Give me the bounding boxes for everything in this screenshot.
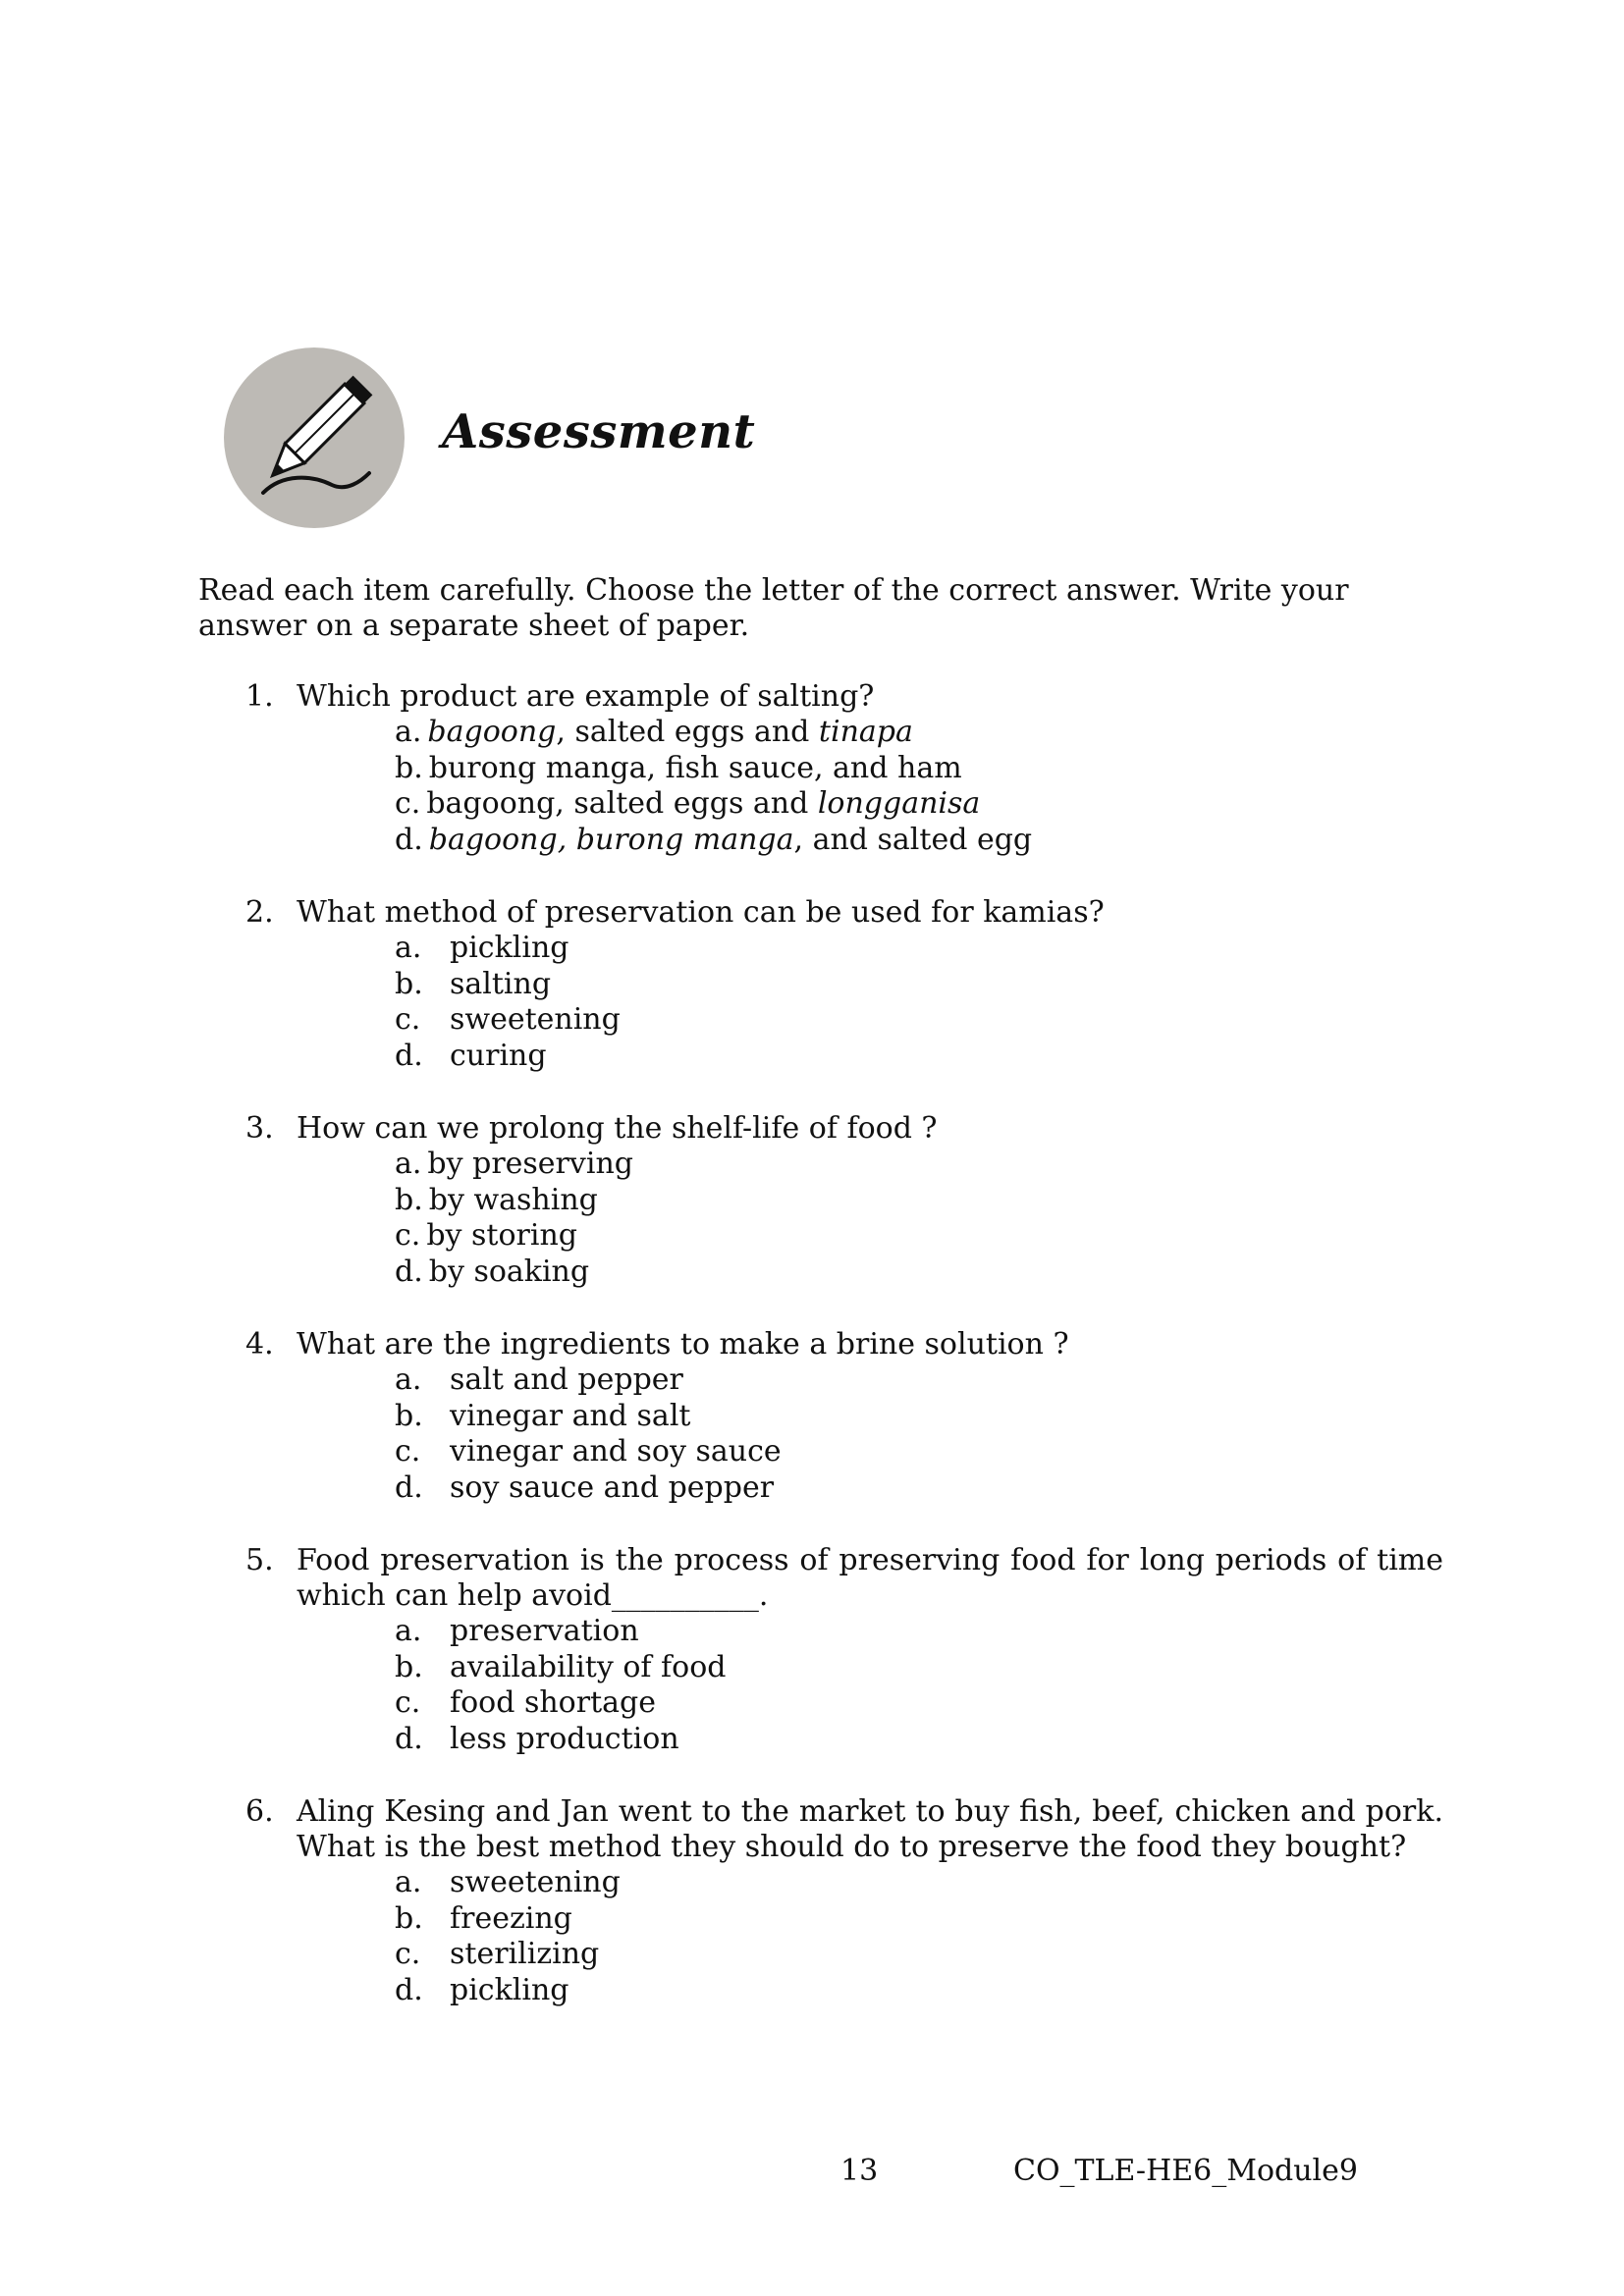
question-item [198,1111,1443,1290]
question-number: 4. [245,1327,274,1362]
question-list [198,679,1443,2046]
option-text: pickling [450,1972,569,2007]
option-letter: c. [395,1937,421,1971]
answer-option [395,1973,1443,2009]
answer-option [395,1685,1443,1722]
option-text: , and salted egg [793,822,1033,857]
option-letter: a. [395,1362,422,1397]
answer-option [395,1901,1443,1938]
option-letter: a. [395,715,422,749]
answer-options [395,1147,1443,1290]
option-letter: c. [395,1685,421,1720]
question-item [198,1543,1443,1757]
option-letter: a. [395,1147,422,1181]
question-item [198,895,1443,1074]
option-text: sterilizing [450,1937,600,1971]
answer-option [395,1039,1443,1075]
option-letter: d. [395,1721,423,1756]
option-text: salt and pepper [450,1362,683,1397]
option-text: vinegar and soy sauce [450,1434,782,1468]
option-letter: b. [395,1182,423,1217]
answer-option [395,1362,1443,1399]
answer-option [395,1937,1443,1973]
option-text: soy sauce and pepper [450,1469,775,1505]
option-text: bagoong, salted eggs and [426,786,818,821]
answer-option [395,823,1443,859]
option-text: vinegar and salt [450,1398,691,1433]
answer-option [395,1722,1443,1758]
option-letter: b. [395,1398,423,1433]
question-text: What method of preservation can be used for kamias? [297,895,1105,930]
question-text: What are the ingredients to make a brine solution ? [297,1327,1069,1362]
answer-option [395,1865,1443,1901]
option-text: salting [450,966,552,1001]
option-text: tinapa [818,715,913,749]
answer-option [395,1218,1443,1255]
answer-option [395,1434,1443,1470]
answer-options [395,1362,1443,1506]
option-letter: b. [395,750,423,785]
question-item [198,1327,1443,1506]
module-code: CO_TLE-HE6_Module9 [1013,2154,1358,2188]
option-text: sweetening [450,1002,621,1037]
answer-option [395,967,1443,1003]
option-text: less production [450,1721,679,1756]
option-letter: c. [395,1002,421,1037]
option-text: preservation [450,1614,639,1648]
option-letter: c. [395,1218,421,1253]
answer-option [395,1614,1443,1650]
answer-option [395,1470,1443,1507]
option-letter: b. [395,1900,423,1936]
answer-option [395,1002,1443,1039]
answer-option [395,1399,1443,1435]
question-number: 2. [245,895,274,930]
option-letter: a. [395,1865,422,1899]
option-text: , salted eggs and [556,715,819,749]
option-text: burong manga, fish sauce, and ham [428,750,962,785]
option-letter: c. [395,786,421,821]
option-text: longganisa [817,786,981,821]
option-letter: d. [395,1254,423,1289]
option-text: sweetening [450,1865,621,1899]
option-text: bagoong, burong manga [428,822,794,857]
question-text: How can we prolong the shelf-life of food ? [297,1111,938,1146]
question-item [198,679,1443,858]
question-number: 6. [245,1794,274,1829]
option-letter: d. [395,822,423,857]
option-letter: d. [395,1038,423,1073]
answer-options [395,1865,1443,2008]
question-text: Aling Kesing and Jan went to the market to buy fish, beef, chicken and pork. What is the best method they should do to preserve the food they bought? [297,1794,1443,1864]
option-text: availability of food [450,1649,727,1684]
option-letter: b. [395,1649,423,1684]
option-letter: b. [395,966,423,1001]
option-text: food shortage [450,1685,656,1720]
answer-option [395,1650,1443,1686]
option-text: pickling [450,931,569,965]
option-letter: d. [395,1972,423,2007]
question-number: 1. [245,679,274,714]
answer-option [395,1255,1443,1291]
instructions: Read each item carefully. Choose the letter of the correct answer. Write your answer on a separate sheet of paper. [198,573,1349,643]
option-text: by preserving [427,1147,633,1181]
option-letter: a. [395,931,422,965]
option-letter: c. [395,1434,421,1468]
answer-option [395,931,1443,967]
question-text: Which product are example of salting? [297,679,875,714]
option-text: curing [450,1038,547,1073]
answer-option [395,1147,1443,1183]
answer-option [395,786,1443,823]
option-text: freezing [450,1900,572,1936]
option-letter: d. [395,1469,423,1505]
question-number: 3. [245,1111,274,1146]
page-number: 13 [840,2154,879,2188]
option-text: by washing [428,1182,598,1217]
answer-options [395,715,1443,858]
answer-option [395,1183,1443,1219]
question-text: Food preservation is the process of preserving food for long periods of time which can help avoid__________. [297,1543,1443,1613]
question-item [198,1794,1443,2008]
answer-options [395,931,1443,1074]
option-letter: a. [395,1614,422,1648]
option-text: by storing [426,1218,578,1253]
question-number: 5. [245,1543,274,1577]
answer-options [395,1614,1443,1757]
option-text: bagoong [427,715,557,749]
option-text: by soaking [428,1254,590,1289]
pencil-icon [224,347,405,528]
answer-option [395,715,1443,751]
section-title: Assessment [442,404,756,459]
answer-option [395,751,1443,787]
